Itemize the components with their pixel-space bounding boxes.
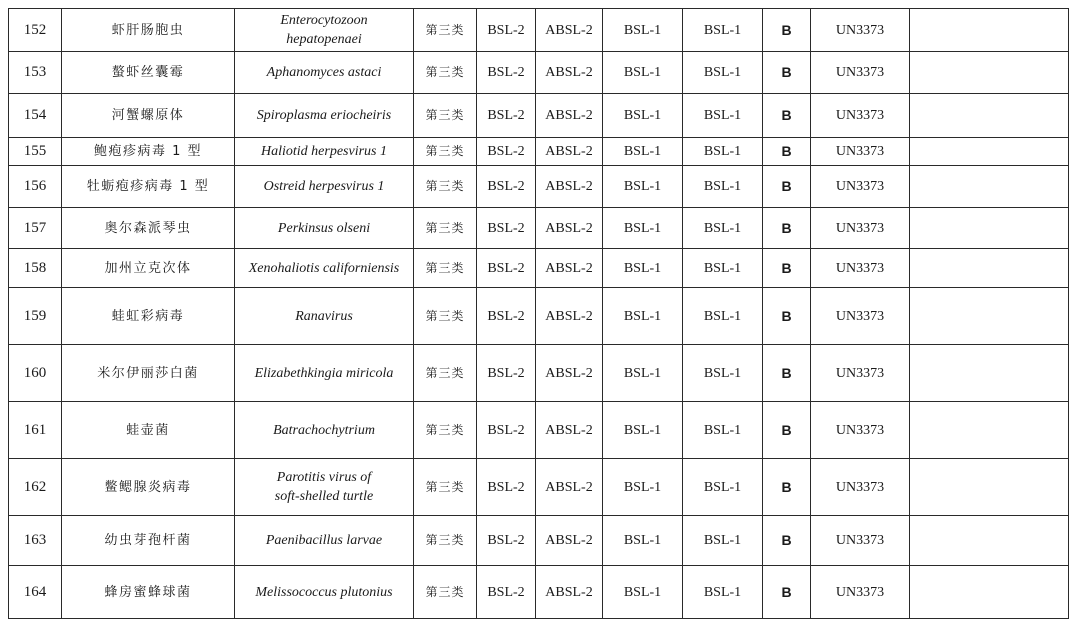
- cell-animal-absl: ABSL-2: [536, 52, 603, 94]
- cell-animal-absl: ABSL-2: [536, 516, 603, 566]
- cell-chinese-name: 河蟹螺原体: [62, 94, 235, 138]
- cell-un-number: UN3373: [811, 345, 910, 402]
- cell-scientific-name: [235, 288, 414, 345]
- cell-inactivated-bsl: BSL-1: [603, 566, 683, 619]
- cell-remarks: [910, 566, 1069, 619]
- scientific-name-line: Batrachochytrium: [273, 422, 375, 438]
- cell-number: 159: [9, 288, 62, 345]
- table-row: [9, 52, 1069, 94]
- cell-hazard-category: 第三类: [414, 138, 477, 166]
- cell-scientific-name: [235, 516, 414, 566]
- cell-remarks: [910, 516, 1069, 566]
- cell-animal-absl: ABSL-2: [536, 566, 603, 619]
- cell-animal-absl: ABSL-2: [536, 345, 603, 402]
- scientific-name-line: Elizabethkingia miricola: [254, 365, 394, 381]
- table-row: [9, 94, 1069, 138]
- cell-chinese-name: 虾肝肠胞虫: [62, 9, 235, 52]
- cell-chinese-name: 蛙虹彩病毒: [62, 288, 235, 345]
- cell-remarks: [910, 9, 1069, 52]
- cell-remarks: [910, 345, 1069, 402]
- cell-animal-absl: ABSL-2: [536, 94, 603, 138]
- cell-scientific-name: [235, 345, 414, 402]
- cell-lab-bsl: BSL-2: [477, 52, 536, 94]
- cell-transport-class: B: [763, 345, 811, 402]
- cell-inactivated-bsl: BSL-1: [603, 166, 683, 208]
- scientific-name-line: Aphanomyces astaci: [266, 65, 382, 80]
- cell-noninfectious-bsl: BSL-1: [683, 249, 763, 288]
- cell-hazard-category: 第三类: [414, 9, 477, 52]
- scientific-name-line: soft-shelled turtle: [274, 489, 374, 504]
- table-row: [9, 249, 1069, 288]
- scientific-name-line: Melissococcus plutonius: [255, 584, 393, 600]
- cell-inactivated-bsl: BSL-1: [603, 208, 683, 249]
- cell-inactivated-bsl: BSL-1: [603, 52, 683, 94]
- cell-transport-class: B: [763, 288, 811, 345]
- cell-scientific-name: [235, 402, 414, 459]
- cell-hazard-category: 第三类: [414, 94, 477, 138]
- cell-lab-bsl: BSL-2: [477, 566, 536, 619]
- table-row: [9, 345, 1069, 402]
- cell-transport-class: B: [763, 94, 811, 138]
- cell-noninfectious-bsl: BSL-1: [683, 94, 763, 138]
- cell-animal-absl: ABSL-2: [536, 166, 603, 208]
- cell-noninfectious-bsl: BSL-1: [683, 52, 763, 94]
- cell-chinese-name: 鳖鳃腺炎病毒: [62, 459, 235, 516]
- scientific-name-line: Xenohaliotis californiensis: [248, 260, 400, 276]
- cell-noninfectious-bsl: BSL-1: [683, 288, 763, 345]
- cell-lab-bsl: BSL-2: [477, 345, 536, 402]
- cell-number: 152: [9, 9, 62, 52]
- cell-un-number: UN3373: [811, 166, 910, 208]
- cell-transport-class: B: [763, 208, 811, 249]
- cell-noninfectious-bsl: BSL-1: [683, 516, 763, 566]
- table-row: [9, 566, 1069, 619]
- cell-animal-absl: ABSL-2: [536, 288, 603, 345]
- cell-scientific-name: [235, 208, 414, 249]
- cell-hazard-category: 第三类: [414, 208, 477, 249]
- cell-transport-class: B: [763, 566, 811, 619]
- cell-number: 163: [9, 516, 62, 566]
- cell-number: 157: [9, 208, 62, 249]
- cell-animal-absl: ABSL-2: [536, 459, 603, 516]
- cell-noninfectious-bsl: BSL-1: [683, 402, 763, 459]
- cell-scientific-name: [235, 166, 414, 208]
- cell-lab-bsl: BSL-2: [477, 402, 536, 459]
- cell-un-number: UN3373: [811, 94, 910, 138]
- scientific-name-line: Enterocytozoon: [280, 13, 368, 28]
- cell-chinese-name: 加州立克次体: [62, 249, 235, 288]
- cell-chinese-name: 蛙壶菌: [62, 402, 235, 459]
- cell-hazard-category: 第三类: [414, 249, 477, 288]
- table-row: [9, 166, 1069, 208]
- cell-remarks: [910, 166, 1069, 208]
- table-row: [9, 402, 1069, 459]
- cell-transport-class: B: [763, 9, 811, 52]
- cell-noninfectious-bsl: BSL-1: [683, 459, 763, 516]
- cell-chinese-name: 奥尔森派琴虫: [62, 208, 235, 249]
- cell-scientific-name: [235, 52, 414, 94]
- cell-un-number: UN3373: [811, 249, 910, 288]
- cell-number: 161: [9, 402, 62, 459]
- cell-remarks: [910, 459, 1069, 516]
- cell-hazard-category: 第三类: [414, 52, 477, 94]
- cell-chinese-name: 蜂房蜜蜂球菌: [62, 566, 235, 619]
- cell-number: 160: [9, 345, 62, 402]
- cell-number: 164: [9, 566, 62, 619]
- cell-lab-bsl: BSL-2: [477, 138, 536, 166]
- cell-lab-bsl: BSL-2: [477, 249, 536, 288]
- cell-number: 162: [9, 459, 62, 516]
- cell-noninfectious-bsl: BSL-1: [683, 166, 763, 208]
- cell-transport-class: B: [763, 516, 811, 566]
- cell-transport-class: B: [763, 249, 811, 288]
- cell-hazard-category: 第三类: [414, 288, 477, 345]
- cell-chinese-name: 米尔伊丽莎白菌: [62, 345, 235, 402]
- cell-inactivated-bsl: BSL-1: [603, 9, 683, 52]
- cell-scientific-name: [235, 459, 414, 516]
- cell-noninfectious-bsl: BSL-1: [683, 566, 763, 619]
- cell-inactivated-bsl: BSL-1: [603, 94, 683, 138]
- cell-scientific-name: [235, 94, 414, 138]
- cell-remarks: [910, 138, 1069, 166]
- cell-number: 153: [9, 52, 62, 94]
- cell-un-number: UN3373: [811, 402, 910, 459]
- cell-un-number: UN3373: [811, 9, 910, 52]
- cell-number: 156: [9, 166, 62, 208]
- cell-remarks: [910, 402, 1069, 459]
- cell-noninfectious-bsl: BSL-1: [683, 345, 763, 402]
- cell-transport-class: B: [763, 459, 811, 516]
- cell-animal-absl: ABSL-2: [536, 402, 603, 459]
- cell-chinese-name: 鲍疱疹病毒 1 型: [62, 138, 235, 166]
- cell-un-number: UN3373: [811, 516, 910, 566]
- scientific-name-line: Spiroplasma eriocheiris: [256, 108, 392, 123]
- table-row: [9, 138, 1069, 166]
- table-row: [9, 516, 1069, 566]
- pathogen-table: [8, 8, 1069, 619]
- cell-inactivated-bsl: BSL-1: [603, 249, 683, 288]
- cell-un-number: UN3373: [811, 288, 910, 345]
- cell-chinese-name: 螯虾丝囊霉: [62, 52, 235, 94]
- scientific-name-line: Perkinsus olseni: [277, 220, 371, 236]
- table-row: [9, 288, 1069, 345]
- cell-noninfectious-bsl: BSL-1: [683, 208, 763, 249]
- cell-lab-bsl: BSL-2: [477, 516, 536, 566]
- cell-remarks: [910, 52, 1069, 94]
- cell-remarks: [910, 249, 1069, 288]
- cell-animal-absl: ABSL-2: [536, 138, 603, 166]
- document-page: [8, 8, 1068, 618]
- cell-noninfectious-bsl: BSL-1: [683, 138, 763, 166]
- scientific-name-line: Paenibacillus larvae: [265, 533, 383, 548]
- cell-transport-class: B: [763, 138, 811, 166]
- cell-lab-bsl: BSL-2: [477, 288, 536, 345]
- cell-un-number: UN3373: [811, 208, 910, 249]
- cell-un-number: UN3373: [811, 138, 910, 166]
- cell-lab-bsl: BSL-2: [477, 94, 536, 138]
- cell-number: 155: [9, 138, 62, 166]
- scientific-name-line: Haliotid herpesvirus 1: [261, 144, 387, 159]
- cell-remarks: [910, 288, 1069, 345]
- cell-scientific-name: [235, 249, 414, 288]
- cell-number: 158: [9, 249, 62, 288]
- scientific-name-line: Ostreid herpesvirus 1: [263, 179, 385, 194]
- cell-transport-class: B: [763, 52, 811, 94]
- scientific-name-line: Parotitis virus of: [276, 470, 372, 485]
- cell-chinese-name: 牡蛎疱疹病毒 1 型: [62, 166, 235, 208]
- cell-inactivated-bsl: BSL-1: [603, 516, 683, 566]
- table-row: [9, 9, 1069, 52]
- cell-un-number: UN3373: [811, 566, 910, 619]
- cell-remarks: [910, 208, 1069, 249]
- cell-transport-class: B: [763, 166, 811, 208]
- table-body: [9, 9, 1069, 619]
- cell-animal-absl: ABSL-2: [536, 208, 603, 249]
- table-row: [9, 459, 1069, 516]
- cell-scientific-name: [235, 566, 414, 619]
- cell-remarks: [910, 94, 1069, 138]
- cell-inactivated-bsl: BSL-1: [603, 288, 683, 345]
- cell-hazard-category: 第三类: [414, 459, 477, 516]
- cell-hazard-category: 第三类: [414, 345, 477, 402]
- cell-inactivated-bsl: BSL-1: [603, 138, 683, 166]
- cell-un-number: UN3373: [811, 52, 910, 94]
- cell-number: 154: [9, 94, 62, 138]
- cell-animal-absl: ABSL-2: [536, 9, 603, 52]
- cell-inactivated-bsl: BSL-1: [603, 345, 683, 402]
- cell-hazard-category: 第三类: [414, 166, 477, 208]
- cell-lab-bsl: BSL-2: [477, 9, 536, 52]
- table-row: [9, 208, 1069, 249]
- cell-scientific-name: [235, 138, 414, 166]
- cell-lab-bsl: BSL-2: [477, 208, 536, 249]
- cell-animal-absl: ABSL-2: [536, 249, 603, 288]
- cell-inactivated-bsl: BSL-1: [603, 402, 683, 459]
- cell-lab-bsl: BSL-2: [477, 459, 536, 516]
- cell-inactivated-bsl: BSL-1: [603, 459, 683, 516]
- cell-hazard-category: 第三类: [414, 566, 477, 619]
- cell-un-number: UN3373: [811, 459, 910, 516]
- cell-scientific-name: [235, 9, 414, 52]
- scientific-name-line: hepatopenaei: [286, 32, 362, 47]
- cell-lab-bsl: BSL-2: [477, 166, 536, 208]
- cell-hazard-category: 第三类: [414, 402, 477, 459]
- cell-transport-class: B: [763, 402, 811, 459]
- cell-hazard-category: 第三类: [414, 516, 477, 566]
- scientific-name-line: Ranavirus: [295, 308, 353, 324]
- cell-noninfectious-bsl: BSL-1: [683, 9, 763, 52]
- cell-chinese-name: 幼虫芽孢杆菌: [62, 516, 235, 566]
